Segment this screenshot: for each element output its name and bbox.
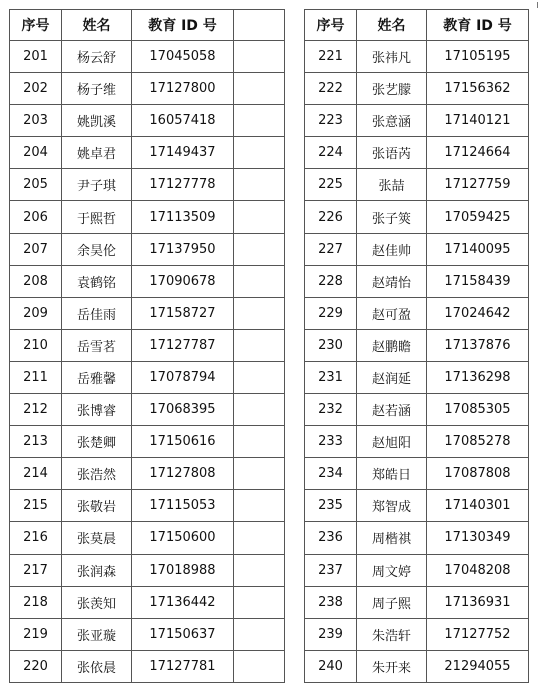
cell-name: 赵佳帅 [357,233,427,265]
cell-blank [234,394,285,426]
cell-name: 姚卓君 [62,137,132,169]
cell-name: 尹子琪 [62,169,132,201]
table-row [305,265,529,297]
header-row [305,10,529,41]
cell-id: 17150637 [132,618,234,650]
cell-blank [234,73,285,105]
cell-name: 张喆 [357,169,427,201]
cell-seq: 201 [10,41,62,73]
header-seq: 序号 [305,10,357,41]
table-row [305,361,529,393]
cell-blank [234,297,285,329]
cell-name: 张艺朦 [357,73,427,105]
cell-name: 朱开来 [357,650,427,682]
cell-seq: 222 [305,73,357,105]
table-row [10,201,285,233]
cell-name: 张博睿 [62,394,132,426]
table-row [10,650,285,682]
cell-blank [234,554,285,586]
table-row [10,73,285,105]
cell-name: 杨子维 [62,73,132,105]
cell-name: 赵润延 [357,361,427,393]
cell-name: 杨云舒 [62,41,132,73]
cell-seq: 240 [305,650,357,682]
cell-id: 17127781 [132,650,234,682]
cell-blank [234,586,285,618]
table-row [305,394,529,426]
table-row [305,650,529,682]
cell-name: 张祎凡 [357,41,427,73]
cell-seq: 223 [305,105,357,137]
cell-name: 岳佳雨 [62,297,132,329]
header-seq: 序号 [10,10,62,41]
table-row [10,458,285,490]
cell-seq: 225 [305,169,357,201]
cell-seq: 213 [10,426,62,458]
cell-id: 17127787 [132,329,234,361]
cell-id: 17140095 [427,233,529,265]
table-row [305,137,529,169]
header-blank [234,10,285,41]
cell-id: 17127759 [427,169,529,201]
cell-name: 张语芮 [357,137,427,169]
table-row [305,201,529,233]
cell-id: 17085278 [427,426,529,458]
cell-seq: 206 [10,201,62,233]
cell-id: 17048208 [427,554,529,586]
cell-seq: 220 [10,650,62,682]
cell-seq: 227 [305,233,357,265]
cell-id: 17127808 [132,458,234,490]
table-row [10,41,285,73]
cell-id: 17068395 [132,394,234,426]
cell-seq: 230 [305,329,357,361]
cell-name: 张莫晨 [62,522,132,554]
cell-id: 17024642 [427,297,529,329]
table-row [305,554,529,586]
cell-blank [234,105,285,137]
cell-name: 赵靖怡 [357,265,427,297]
cell-seq: 237 [305,554,357,586]
cell-seq: 238 [305,586,357,618]
cell-blank [234,458,285,490]
cell-name: 朱浩轩 [357,618,427,650]
table-row [305,169,529,201]
table-row [305,490,529,522]
cell-blank [234,426,285,458]
cell-name: 张楚卿 [62,426,132,458]
cell-name: 岳雪茗 [62,329,132,361]
cell-id: 17140301 [427,490,529,522]
cell-id: 21294055 [427,650,529,682]
cell-name: 赵若涵 [357,394,427,426]
cell-blank [234,361,285,393]
cell-name: 姚凯溪 [62,105,132,137]
cell-id: 17158439 [427,265,529,297]
cell-seq: 202 [10,73,62,105]
cell-blank [234,618,285,650]
cell-name: 周文婷 [357,554,427,586]
cell-name: 赵鹏瞻 [357,329,427,361]
table-row [10,297,285,329]
cell-name: 袁鹤铭 [62,265,132,297]
cell-name: 郑智成 [357,490,427,522]
cell-seq: 210 [10,329,62,361]
cell-seq: 208 [10,265,62,297]
table-row [305,329,529,361]
table-row [305,105,529,137]
cell-name: 郑皓日 [357,458,427,490]
cell-seq: 233 [305,426,357,458]
cell-name: 周子熙 [357,586,427,618]
cell-id: 17149437 [132,137,234,169]
cell-seq: 228 [305,265,357,297]
table-row [10,554,285,586]
table-row [10,265,285,297]
cell-seq: 215 [10,490,62,522]
table-row [10,329,285,361]
table-row [305,233,529,265]
cell-name: 张意涵 [357,105,427,137]
cell-name: 岳雅馨 [62,361,132,393]
right-student-table [304,9,529,683]
cell-id: 17087808 [427,458,529,490]
cell-seq: 214 [10,458,62,490]
table-row [10,361,285,393]
cell-id: 17158727 [132,297,234,329]
table-row [10,137,285,169]
cell-seq: 236 [305,522,357,554]
cell-id: 16057418 [132,105,234,137]
cell-name: 张子筴 [357,201,427,233]
cell-name: 张依晨 [62,650,132,682]
table-row [305,73,529,105]
header-name: 姓名 [62,10,132,41]
cell-id: 17150600 [132,522,234,554]
cell-id: 17059425 [427,201,529,233]
table-row [10,586,285,618]
table-row [10,105,285,137]
cell-id: 17137950 [132,233,234,265]
left-student-table [9,9,285,683]
table-row [10,618,285,650]
cell-seq: 234 [305,458,357,490]
cell-seq: 211 [10,361,62,393]
cell-id: 17127752 [427,618,529,650]
cell-name: 余昊伦 [62,233,132,265]
table-row [10,233,285,265]
cell-blank [234,650,285,682]
table-row [305,297,529,329]
table-row [305,618,529,650]
page-corner-mark [537,2,538,8]
cell-id: 17156362 [427,73,529,105]
cell-seq: 216 [10,522,62,554]
cell-name: 赵旭阳 [357,426,427,458]
cell-seq: 217 [10,554,62,586]
cell-blank [234,490,285,522]
header-row [10,10,285,41]
cell-id: 17137876 [427,329,529,361]
table-row [10,522,285,554]
cell-id: 17085305 [427,394,529,426]
cell-id: 17136298 [427,361,529,393]
cell-id: 17140121 [427,105,529,137]
cell-name: 于熙哲 [62,201,132,233]
cell-name: 赵可盈 [357,297,427,329]
cell-seq: 209 [10,297,62,329]
cell-seq: 235 [305,490,357,522]
cell-blank [234,201,285,233]
cell-name: 张亚璇 [62,618,132,650]
header-id: 教育 ID 号 [132,10,234,41]
cell-seq: 203 [10,105,62,137]
cell-id: 17124664 [427,137,529,169]
cell-blank [234,137,285,169]
cell-blank [234,169,285,201]
table-row [305,458,529,490]
cell-id: 17136931 [427,586,529,618]
cell-name: 张浩然 [62,458,132,490]
cell-id: 17018988 [132,554,234,586]
cell-seq: 226 [305,201,357,233]
header-id: 教育 ID 号 [427,10,529,41]
cell-id: 17105195 [427,41,529,73]
cell-id: 17130349 [427,522,529,554]
cell-seq: 207 [10,233,62,265]
cell-blank [234,233,285,265]
cell-id: 17127800 [132,73,234,105]
cell-seq: 205 [10,169,62,201]
cell-seq: 218 [10,586,62,618]
cell-seq: 231 [305,361,357,393]
table-row [305,522,529,554]
cell-seq: 239 [305,618,357,650]
header-name: 姓名 [357,10,427,41]
table-row [305,426,529,458]
cell-blank [234,41,285,73]
cell-id: 17113509 [132,201,234,233]
table-row [10,426,285,458]
cell-name: 张润森 [62,554,132,586]
cell-id: 17078794 [132,361,234,393]
table-row [305,586,529,618]
cell-seq: 229 [305,297,357,329]
cell-id: 17115053 [132,490,234,522]
cell-name: 张敬岩 [62,490,132,522]
table-row [10,490,285,522]
table-row [305,41,529,73]
cell-blank [234,522,285,554]
cell-seq: 221 [305,41,357,73]
cell-name: 张羡知 [62,586,132,618]
cell-seq: 224 [305,137,357,169]
cell-blank [234,265,285,297]
table-row [10,169,285,201]
cell-seq: 219 [10,618,62,650]
cell-seq: 204 [10,137,62,169]
cell-name: 周楷祺 [357,522,427,554]
cell-id: 17136442 [132,586,234,618]
cell-id: 17127778 [132,169,234,201]
cell-blank [234,329,285,361]
cell-seq: 212 [10,394,62,426]
table-row [10,394,285,426]
cell-id: 17090678 [132,265,234,297]
cell-seq: 232 [305,394,357,426]
cell-id: 17150616 [132,426,234,458]
cell-id: 17045058 [132,41,234,73]
